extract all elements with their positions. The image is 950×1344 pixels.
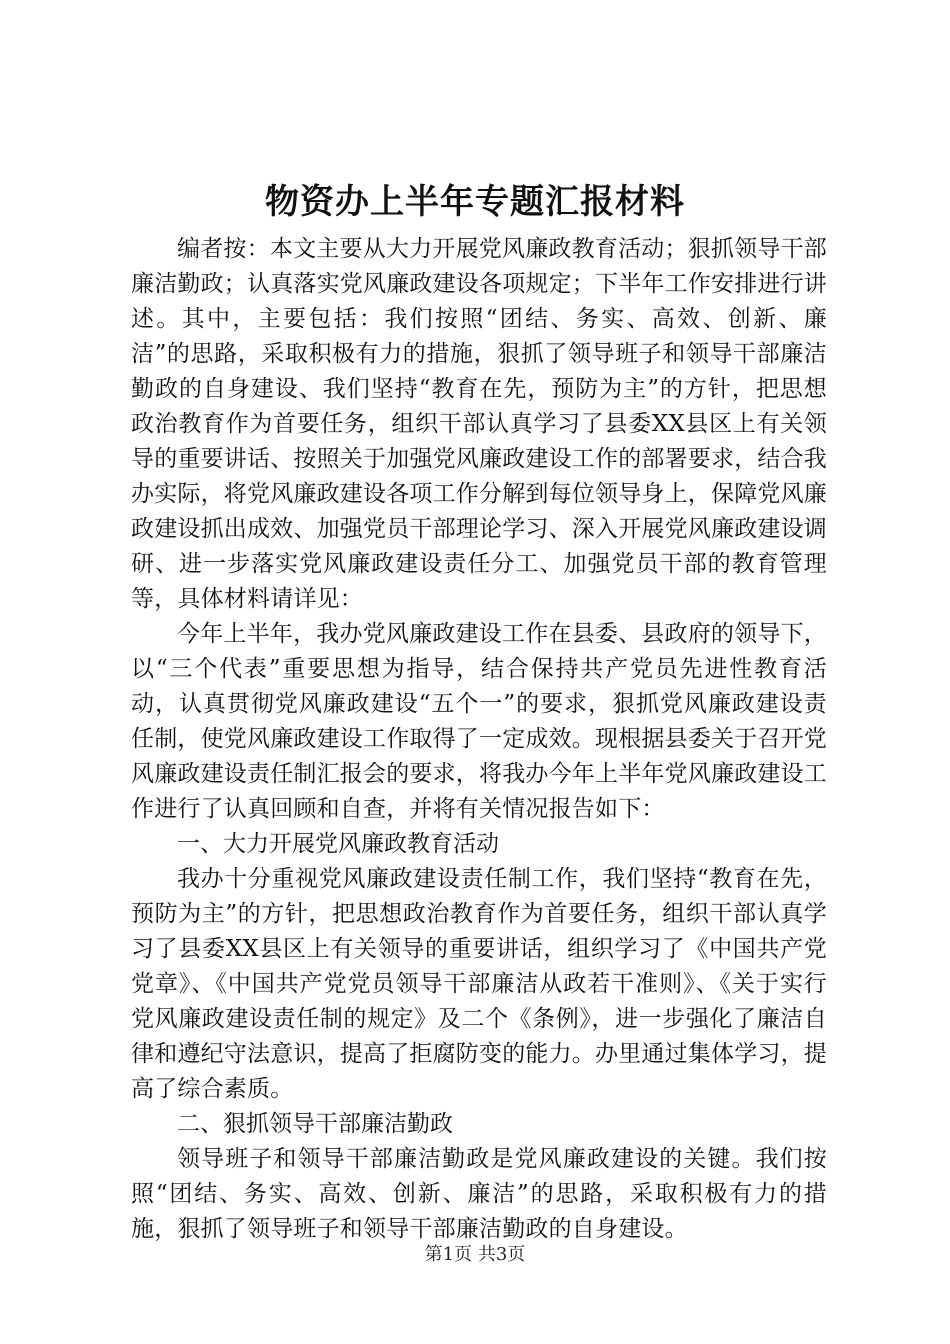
paragraph-editor-note: 编者按：本文主要从大力开展党风廉政教育活动；狠抓领导干部廉洁勤政；认真落实党风廉政建设各项规定；下半年工作安排进行讲述。其中，主要包括：我们按照“团结、务实、高效、创新、廉洁”的思路，采取积极有力的措施，狠抓了领导班子和领导干部廉洁勤政的自身建设、我们坚持“教育在先，预防为主”的方针，把思想政治教育作为首要任务，组织干部认真学习了县委XX县区上有关领导的重要讲话、按照关于加强党风廉政建设工作的部署要求，结合我办实际，将党风廉政建设各项工作分解到每位领导身上，保障党风廉政建设抓出成效、加强党员干部理论学习、深入开展党风廉政建设调研、进一步落实党风廉政建设责任分工、加强党员干部的教育管理等，具体材料请详见： bbox=[131, 236, 827, 612]
paragraph-section-2: 领导班子和领导干部廉洁勤政是党风廉政建设的关键。我们按照“团结、务实、高效、创新、廉洁”的思路，采取积极有力的措施，狠抓了领导班子和领导干部廉洁勤政的自身建设。 bbox=[131, 1146, 827, 1242]
paragraph-section-1: 我办十分重视党风廉政建设责任制工作，我们坚持“教育在先，预防为主”的方针，把思想政治教育作为首要任务，组织干部认真学习了县委XX县区上有关领导的重要讲话，组织学习了《中国共产党党章》、《中国共产党党员领导干部廉洁从政若干准则》、《关于实行党风廉政建设责任制的规定》及二个《条例》，进一步强化了廉洁自律和遵纪守法意识，提高了拒腐防变的能力。办里通过集体学习，提高了综合素质。 bbox=[131, 866, 827, 1102]
paragraph-intro: 今年上半年，我办党风廉政建设工作在县委、县政府的领导下，以“三个代表”重要思想为指导，结合保持共产党员先进性教育活动，认真贯彻党风廉政建设“五个一”的要求，狠抓党风廉政建设责任制，使党风廉政建设工作取得了一定成效。现根据县委关于召开党风廉政建设责任制汇报会的要求，将我办今年上半年党风廉政建设工作进行了认真回顾和自查，并将有关情况报告如下： bbox=[131, 621, 827, 822]
document-body bbox=[131, 232, 827, 1247]
section-heading-2: 二、狠抓领导干部廉洁勤政 bbox=[177, 1111, 453, 1137]
section-heading-1: 一、大力开展党风廉政教育活动 bbox=[177, 831, 499, 857]
document-title: 物资办上半年专题汇报材料 bbox=[265, 182, 685, 222]
page-number-footer: 第1页 共3页 bbox=[424, 1244, 526, 1265]
